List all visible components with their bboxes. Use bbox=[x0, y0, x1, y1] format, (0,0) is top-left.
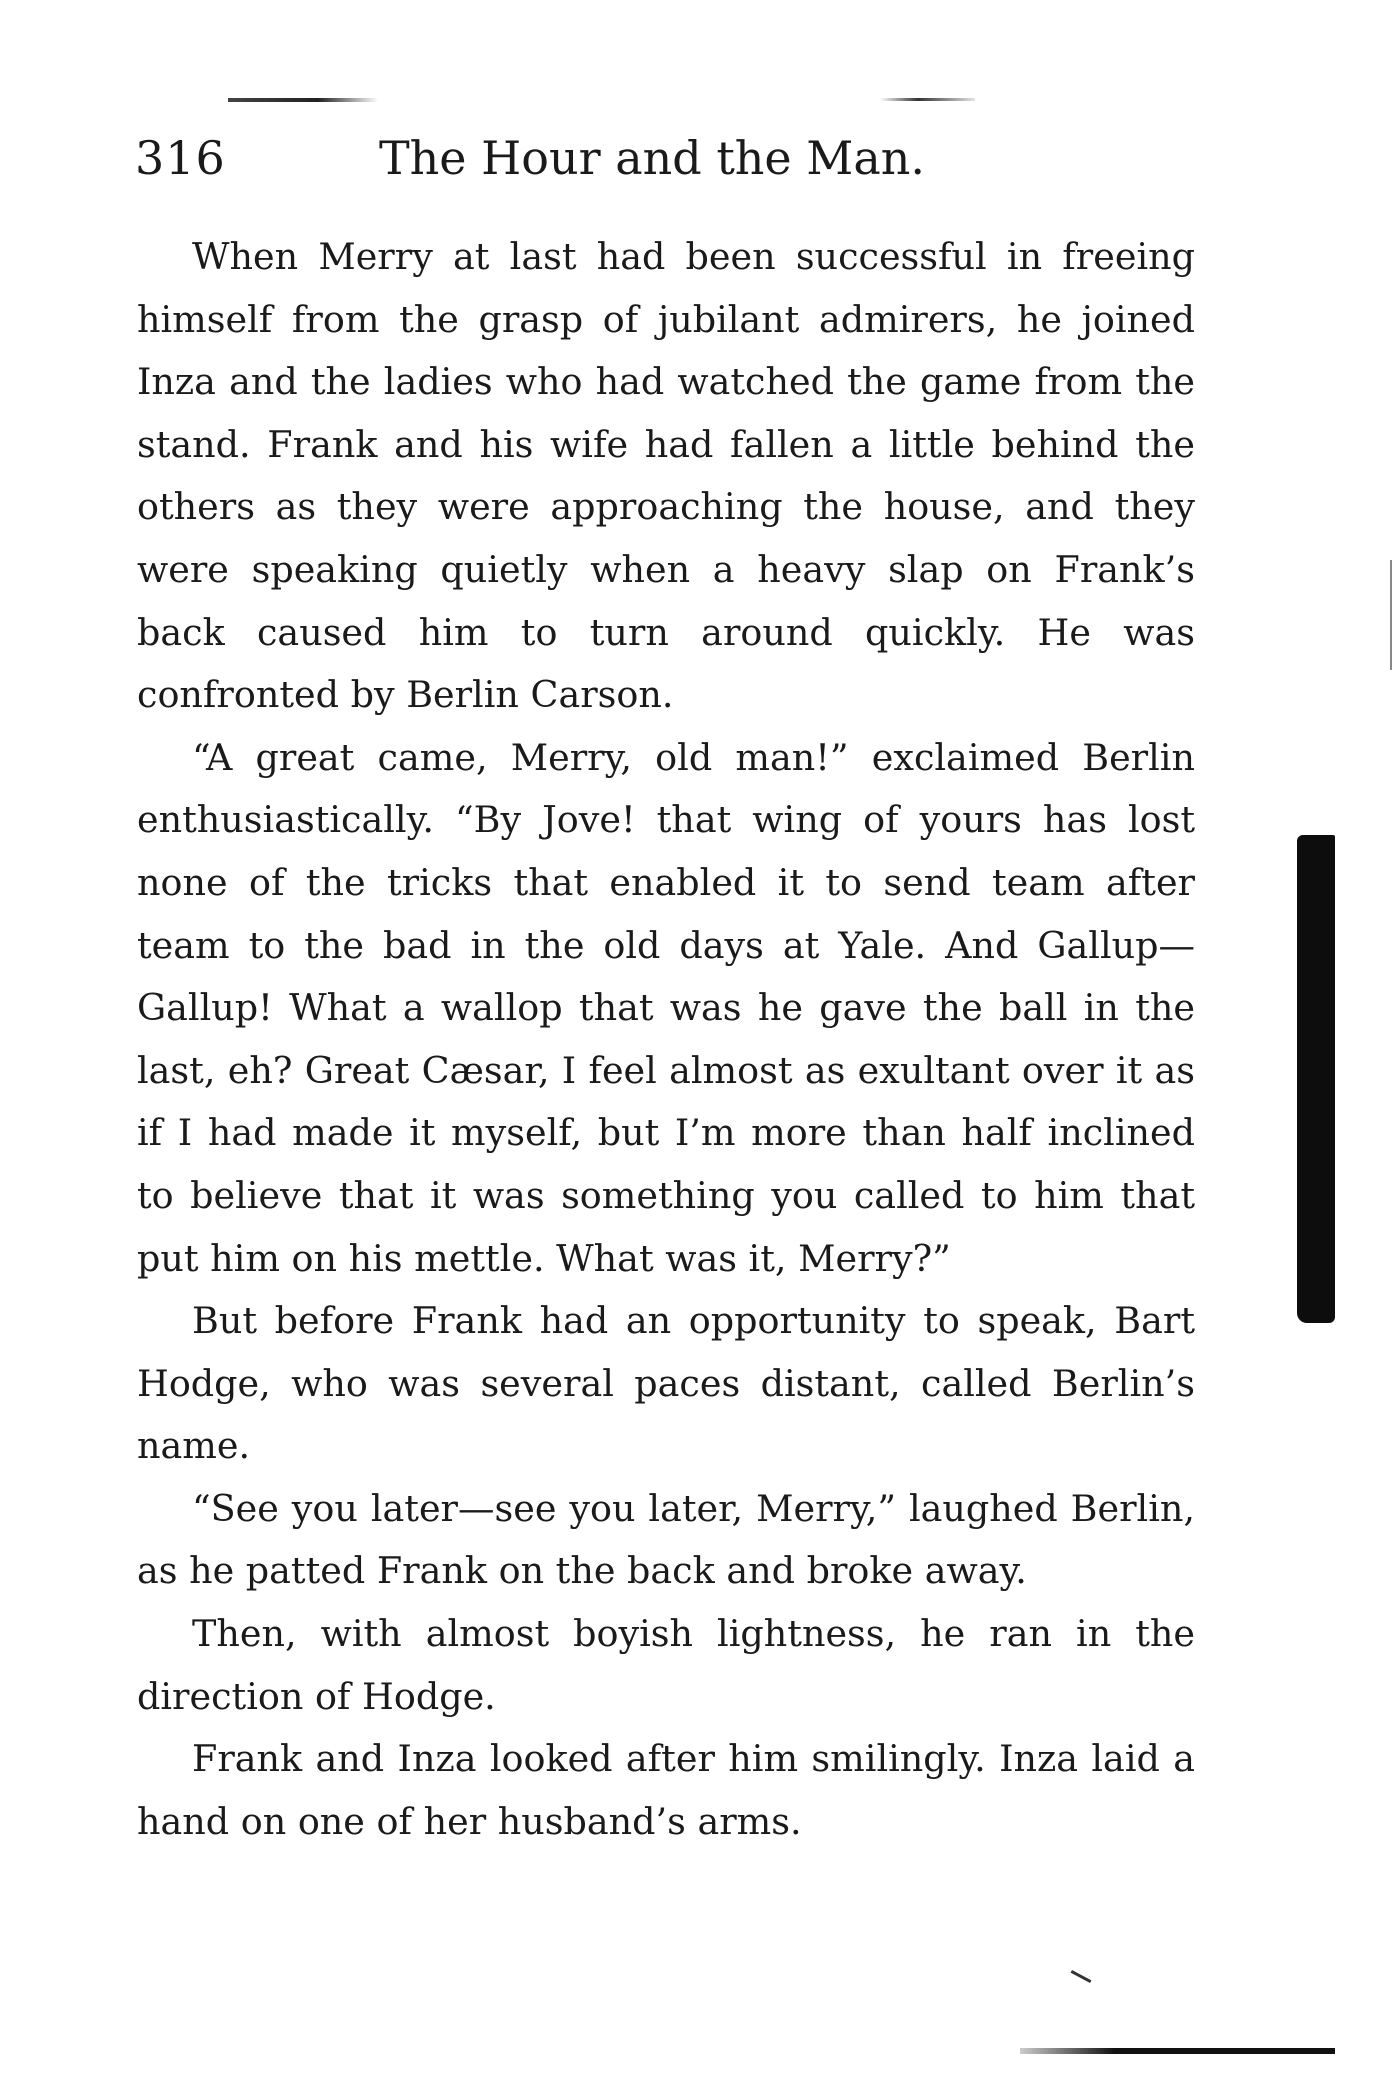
scan-artifact-side-bar bbox=[1297, 835, 1335, 1323]
paragraph: “A great came, Merry, old man!” exclaimed Berlin enthusiastically. “By Jove! that wing of yours has lost none of the tricks that enabled it to send team after team to the bad in the old days at Yale. And Gallup—Gallup! What a wallop that was he gave the ball in the last, eh? Great Cæsar, I feel almost as exultant over it as if I had made it myself, but I’m more than half inclined to believe that it was something you called to him that put him on his mettle. What was it, Merry?” bbox=[137, 735, 1195, 1280]
paragraph: When Merry at last had been successful in freeing himself from the grasp of jubilant admirers, he joined Inza and the ladies who had watched the game from the stand. Frank and his wife had fallen a little behind the others as they were approaching the house, and they were speaking quietly when a heavy slap on Frank’s back caused him to turn around quickly. He was confronted by Berlin Carson. bbox=[137, 235, 1195, 717]
paragraph: But before Frank had an opportunity to speak, Bart Hodge, who was several paces distant, called Berlin’s name. bbox=[137, 1299, 1195, 1468]
scan-artifact-bottom-tick bbox=[1071, 1970, 1092, 1983]
scan-artifact-bottom-rule bbox=[1020, 2048, 1335, 2054]
running-header bbox=[135, 128, 1200, 188]
running-title: The Hour and the Man. bbox=[379, 131, 926, 185]
scan-artifact-top-left bbox=[228, 98, 378, 102]
scan-artifact-edge-tick bbox=[1390, 560, 1392, 670]
body-text bbox=[137, 226, 1195, 1853]
paragraph: Frank and Inza looked after him smilingly. Inza laid a hand on one of her husband’s arms. bbox=[137, 1737, 1195, 1843]
scan-artifact-top-right bbox=[880, 98, 975, 101]
paragraph: “See you later—see you later, Merry,” laughed Berlin, as he patted Frank on the back and broke away. bbox=[137, 1486, 1195, 1593]
paragraph: Then, with almost boyish lightness, he ran in the direction of Hodge. bbox=[137, 1612, 1195, 1718]
page-number: 316 bbox=[135, 131, 226, 185]
